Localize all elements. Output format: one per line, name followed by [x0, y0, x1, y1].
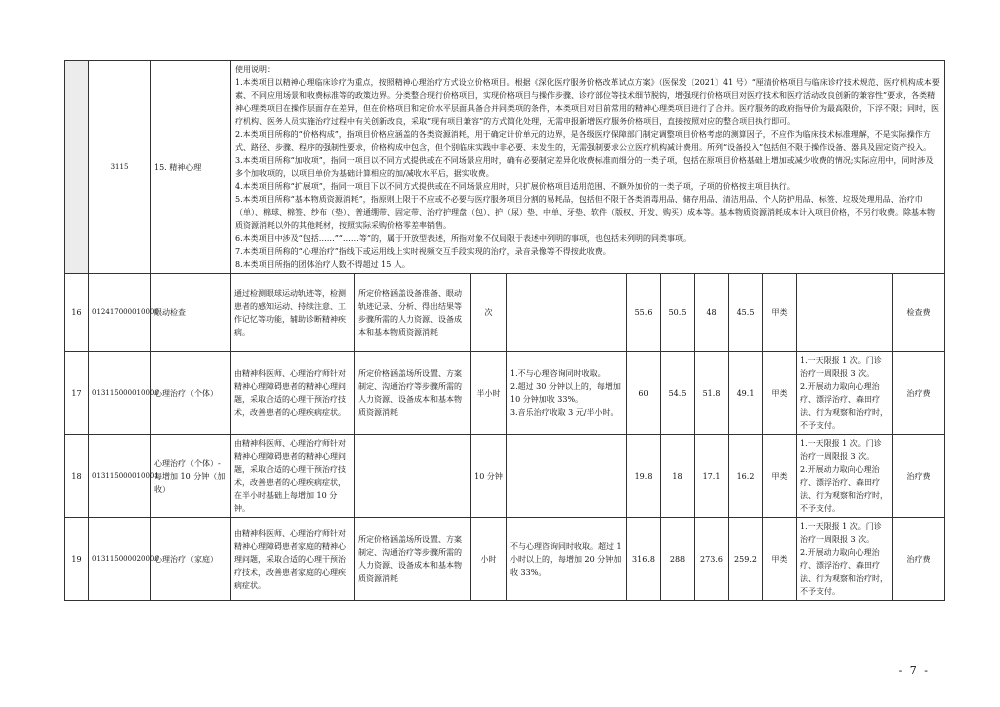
- item-category: 甲类: [763, 518, 797, 601]
- item-content: 由精神科医师、心理治疗师针对精神心理障碍患者的精神心理问题，采取合适的心理干预治疗技术，改善患者的心理疾病症状，在半小时基础上每增加 10 分钟。: [231, 435, 355, 518]
- item-seq: 18: [65, 435, 89, 518]
- usage-note: 7.本类项目所称的“心理治疗”指线下或运用线上实时视频交互手段实现的治疗，录音录像等不得按此收费。: [235, 247, 611, 256]
- item-seq: 16: [65, 274, 89, 352]
- usage-note: 3.本类项目所称“加收项”，指同一项目以不同方式提供或在不同场景应用时，确有必要制定差异化收费标准而细分的一类子项，包括在原项目价格基础上增加或减少收费的情况;实际应用中，同时涉及多个加收项的，以项目单价为基础计算相应的加/减收水平后，据实收费。: [235, 156, 934, 178]
- usage-note: 4.本类项目所称“扩展项”，指同一项目下以不同方式提供或在不同场景应用时，只扩展价格项目适用范围、不额外加价的一类子项，子项的价格按主项目执行。: [235, 182, 795, 191]
- item-remarks-line: 1.一天限报 1 次。门诊治疗一周限报 3 次。: [800, 439, 882, 461]
- item-price: 51.8: [695, 352, 729, 435]
- item-row: [65, 274, 945, 352]
- item-fee-type: 治疗费: [893, 435, 945, 518]
- item-price: 54.5: [661, 352, 695, 435]
- item-content: 通过检测眼球运动轨迹等，检测患者的感知运动、持续注意、工作记忆等功能，辅助诊断精神疾病。: [231, 274, 355, 352]
- item-remarks-line: 1.一天限报 1 次。门诊治疗一周限报 3 次。: [800, 356, 882, 378]
- item-price: 48: [695, 274, 729, 352]
- usage-note: 6.本类项目中涉及“包括……”“……等”的，属于开放型表述，所指对象不仅局限于表述中列明的事项，也包括未列明的同类事项。: [235, 234, 691, 243]
- item-name: 眼动检查: [151, 274, 231, 352]
- item-remarks-line: 2.开展动力取向心理治疗、漂浮治疗、森田疗法、行为观察和治疗时，不予支付。: [800, 465, 888, 513]
- section-name: 15. 精神心理: [151, 61, 231, 274]
- item-code: 013115000010001: [89, 435, 151, 518]
- item-remarks-line: 1.一天限报 1 次。门诊治疗一周限报 3 次。: [800, 522, 882, 544]
- usage-note: 使用说明：: [235, 65, 275, 74]
- item-code: 013115000020000: [89, 518, 151, 601]
- item-addons-line: 不与心理咨询同时收取。超过 1 小时以上的，每增加 20 分钟加收 33%。: [510, 541, 622, 577]
- item-fee-type: 检查费: [893, 274, 945, 352]
- item-composition: 所定价格涵盖场所设置、方案制定、沟通治疗等步骤所需的人力资源、设备成本和基本物质资源消耗: [355, 518, 471, 601]
- item-code: 012417000010000: [89, 274, 151, 352]
- item-row: [65, 352, 945, 435]
- item-price: 19.8: [627, 435, 661, 518]
- item-unit: 小时: [471, 518, 507, 601]
- section-code: 3115: [89, 61, 151, 274]
- item-remarks: [797, 435, 893, 518]
- usage-note: 5.本类项目所称“基本物质资源消耗”，指原则上限于不应或不必要与医疗服务项目分割的易耗品，包括但不限于各类消毒用品、储存用品、清洁用品、个人防护用品、标签、垃圾处理用品、治疗巾（单）、棉球、棉签、纱布（垫）、普通绷带、固定带、治疗护理盘（包）、护（尿）垫、中单、牙垫、软件（版权、开发、购买）成本等。基本物质资源消耗成本计入项目价格，不另行收费。除基本物质资源消耗以外的其他耗材，按照实际采购价格零差率销售。: [235, 195, 935, 230]
- item-fee-type: 治疗费: [893, 352, 945, 435]
- item-composition: 所定价格涵盖场所设置、方案制定、沟通治疗等步骤所需的人力资源、设备成本和基本物质资源消耗: [355, 352, 471, 435]
- item-price: 17.1: [695, 435, 729, 518]
- item-price: 45.5: [729, 274, 763, 352]
- item-seq: 17: [65, 352, 89, 435]
- item-unit: 次: [471, 274, 507, 352]
- item-addons: [507, 274, 627, 352]
- item-price: 16.2: [729, 435, 763, 518]
- item-addons: [507, 518, 627, 601]
- item-unit: 半小时: [471, 352, 507, 435]
- item-category: 甲类: [763, 352, 797, 435]
- page-number: - 7 -: [898, 664, 930, 677]
- item-code: 013115000010000: [89, 352, 151, 435]
- item-addons: [507, 435, 627, 518]
- item-remarks: [797, 274, 893, 352]
- item-remarks-line: 2.开展动力取向心理治疗、漂浮治疗、森田疗法、行为观察和治疗时，不予支付。: [800, 382, 888, 430]
- item-price: 49.1: [729, 352, 763, 435]
- item-price: 50.5: [661, 274, 695, 352]
- item-addons-line: 1.不与心理咨询同时收取。: [510, 369, 606, 378]
- item-price: 316.8: [627, 518, 661, 601]
- usage-note: 8.本类项目所指的团体治疗人数不得超过 15 人。: [235, 260, 410, 269]
- item-seq: 19: [65, 518, 89, 601]
- price-table: [64, 60, 945, 601]
- item-remarks: [797, 352, 893, 435]
- section-notes: [231, 61, 945, 274]
- item-addons: [507, 352, 627, 435]
- item-remarks-line: 2.开展动力取向心理治疗、漂浮治疗、森田疗法、行为观察和治疗时，不予支付。: [800, 548, 888, 596]
- item-remarks: [797, 518, 893, 601]
- section-row: [65, 61, 945, 274]
- item-content: 由精神科医师、心理治疗师针对精神心理障碍患者的精神心理问题，采取合适的心理干预治疗技术，改善患者的心理疾病症状。: [231, 352, 355, 435]
- item-category: 甲类: [763, 435, 797, 518]
- item-row: [65, 518, 945, 601]
- item-content: 由精神科医师、心理治疗师针对精神心理障碍患者家庭的精神心理问题，采取合适的心理干预治疗技术，改善患者家庭的心理疾病症状。: [231, 518, 355, 601]
- item-price: 273.6: [695, 518, 729, 601]
- item-price: 288: [661, 518, 695, 601]
- item-addons-line: 2.超过 30 分钟以上的，每增加 10 分钟加收 33%。: [510, 382, 621, 404]
- item-composition: 所定价格涵盖设备准备、眼动轨迹记录、分析、得出结果等步骤所需的人力资源、设备成本和基本物质资源消耗: [355, 274, 471, 352]
- item-fee-type: 治疗费: [893, 518, 945, 601]
- item-addons-line: 3.音乐治疗收取 3 元/半小时。: [510, 408, 619, 417]
- item-category: 甲类: [763, 274, 797, 352]
- item-name: 心理治疗（个体）: [151, 352, 231, 435]
- item-composition: [355, 435, 471, 518]
- item-row: [65, 435, 945, 518]
- price-table-page: [64, 60, 944, 601]
- item-name: 心理治疗（个体）-每增加 10 分钟（加收）: [151, 435, 231, 518]
- item-price: 18: [661, 435, 695, 518]
- item-price: 259.2: [729, 518, 763, 601]
- section-seq-cell: [65, 61, 89, 274]
- item-name: 心理治疗（家庭）: [151, 518, 231, 601]
- usage-note: 2.本类项目所称的“价格构成”，指项目价格应涵盖的各类资源消耗，用于确定计价单元的边界，是各级医疗保障部门制定调整项目价格考虑的测算因子，不应作为临床技术标准理解，不是实际操作方式、路径、步骤、程序的强制性要求，价格构成中包含，但个别临床实践中非必要、未发生的，无需强制要求公立医疗机构减计费用。所列“设备投入”包括但不限于操作设备、器具及固定资产投入。: [235, 130, 932, 152]
- usage-note: 1.本类项目以精神心理临床诊疗为重点，按照精神心理治疗方式设立价格项目。根据《深化医疗服务价格改革试点方案》（医保发〔2021〕41 号）“厘清价格项目与临床诊疗技术规范、医疗机构成本要素、不同应用场景和收费标准等的政策边界。分类整合现行价格项目，实现价格项目与操作步骤、诊疗部位等技术细节脱钩，增强现行价格项目对医疗技术和医疗活动改良创新的兼容性”要求，各类精神心理类项目在操作层面存在差异，但在价格项目和定价水平层面具备合并同类项的条件，本类项目对目前常用的精神心理类项目进行了合并。医疗服务的政府指导价为最高限价，下浮不限；同时，医疗机构、医务人员实施治疗过程中有关创新改良，采取“现有项目兼容”的方式简化处理，无需申报新增医疗服务价格项目，直接按照对应的整合项目执行即可。: [235, 78, 940, 126]
- item-price: 60: [627, 352, 661, 435]
- item-price: 55.6: [627, 274, 661, 352]
- item-unit: 10 分钟: [471, 435, 507, 518]
- table-body: [65, 61, 945, 601]
